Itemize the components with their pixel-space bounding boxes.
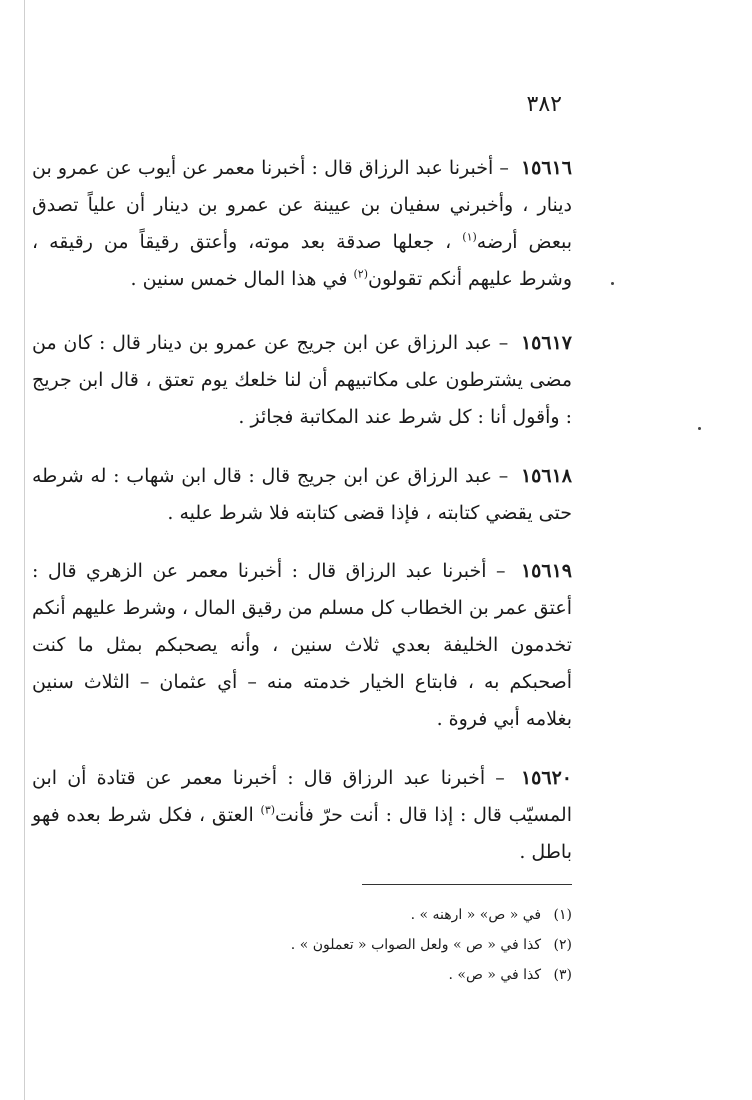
- footnote-2: [200, 930, 572, 960]
- footnote-text: كذا في « ص » ولعل الصواب « تعملون » .: [290, 937, 542, 953]
- footnote-text: في « ص» « ارهنه » .: [410, 907, 542, 923]
- hadith-text: ، جعلها صدقة بعد موته، وأعتق رقيقاً من رقيقه ، وشرط عليهم أنكم تقولون: [32, 231, 572, 290]
- hadith-15616: [32, 150, 572, 298]
- footnote-ref: (٣): [260, 803, 276, 817]
- page-number: ٣٨٢: [526, 92, 562, 117]
- hadith-text: في هذا المال خمس سنين .: [130, 268, 348, 290]
- scan-speck: [611, 282, 614, 285]
- hadith-number: ١٥٦١٩: [520, 560, 572, 582]
- hadith-text: العتق ، فكل شرط بعده فهو باطل .: [32, 804, 572, 863]
- scan-speck: [698, 427, 701, 430]
- footnote-text: كذا في « ص» .: [448, 967, 542, 983]
- footnote-divider: [362, 884, 572, 885]
- footnote-ref: (١): [462, 230, 477, 244]
- footnote-number: (١): [553, 907, 572, 923]
- hadith-15619: [32, 553, 572, 738]
- footnote-ref: (٢): [353, 267, 368, 281]
- footnote-number: (٢): [553, 937, 572, 953]
- hadith-15617: [32, 325, 572, 436]
- hadith-text: – أخبرنا عبد الرزاق قال : أخبرنا معمر عن أيوب عن عمرو بن دينار ، وأخبرني سفيان بن عيينة عن عمرو بن دينار أن علياً تصدق ببعض أرضه: [32, 157, 573, 253]
- hadith-text: – أخبرنا عبد الرزاق قال : أخبرنا معمر عن الزهري قال : أعتق عمر بن الخطاب كل مسلم من رقيق المال ، وشرط عليهم أنكم تخدمون الخليفة بعدي ثلاث سنين ، وأنه يصحبكم بمثل ما كنت أصحبكم به ، فابتاع الخيار خدمته منه – أي عثمان – الثلاث سنين بغلامه أبي فروة .: [32, 560, 572, 730]
- hadith-number: ١٥٦١٧: [520, 332, 572, 354]
- hadith-text: – عبد الرزاق عن ابن جريج قال : قال ابن شهاب : له شرطه حتى يقضي كتابته ، فإذا قضى كتابته فلا شرط عليه .: [32, 465, 572, 524]
- footnotes: [200, 900, 572, 990]
- hadith-15618: [32, 458, 572, 532]
- hadith-text: – أخبرنا عبد الرزاق قال : أخبرنا معمر عن قتادة أن ابن المسيّب قال : إذا قال : أنت حرّ فأنت: [32, 767, 572, 826]
- footnote-number: (٣): [553, 967, 572, 983]
- hadith-text: – عبد الرزاق عن ابن جريج عن عمرو بن دينار قال : كان من مضى يشترطون على مكاتبيهم أن لنا خلعك يوم تعتق ، قال ابن جريج : وأقول أنا : كل شرط عند المكاتبة فجائز .: [32, 332, 572, 428]
- footnote-1: [200, 900, 572, 930]
- hadith-number: ١٥٦١٦: [520, 157, 572, 179]
- hadith-15620: [32, 760, 572, 871]
- hadith-number: ١٥٦١٨: [520, 465, 572, 487]
- binding-edge-line: [24, 0, 25, 1100]
- footnote-3: [200, 960, 572, 990]
- hadith-number: ١٥٦٢٠: [520, 767, 572, 789]
